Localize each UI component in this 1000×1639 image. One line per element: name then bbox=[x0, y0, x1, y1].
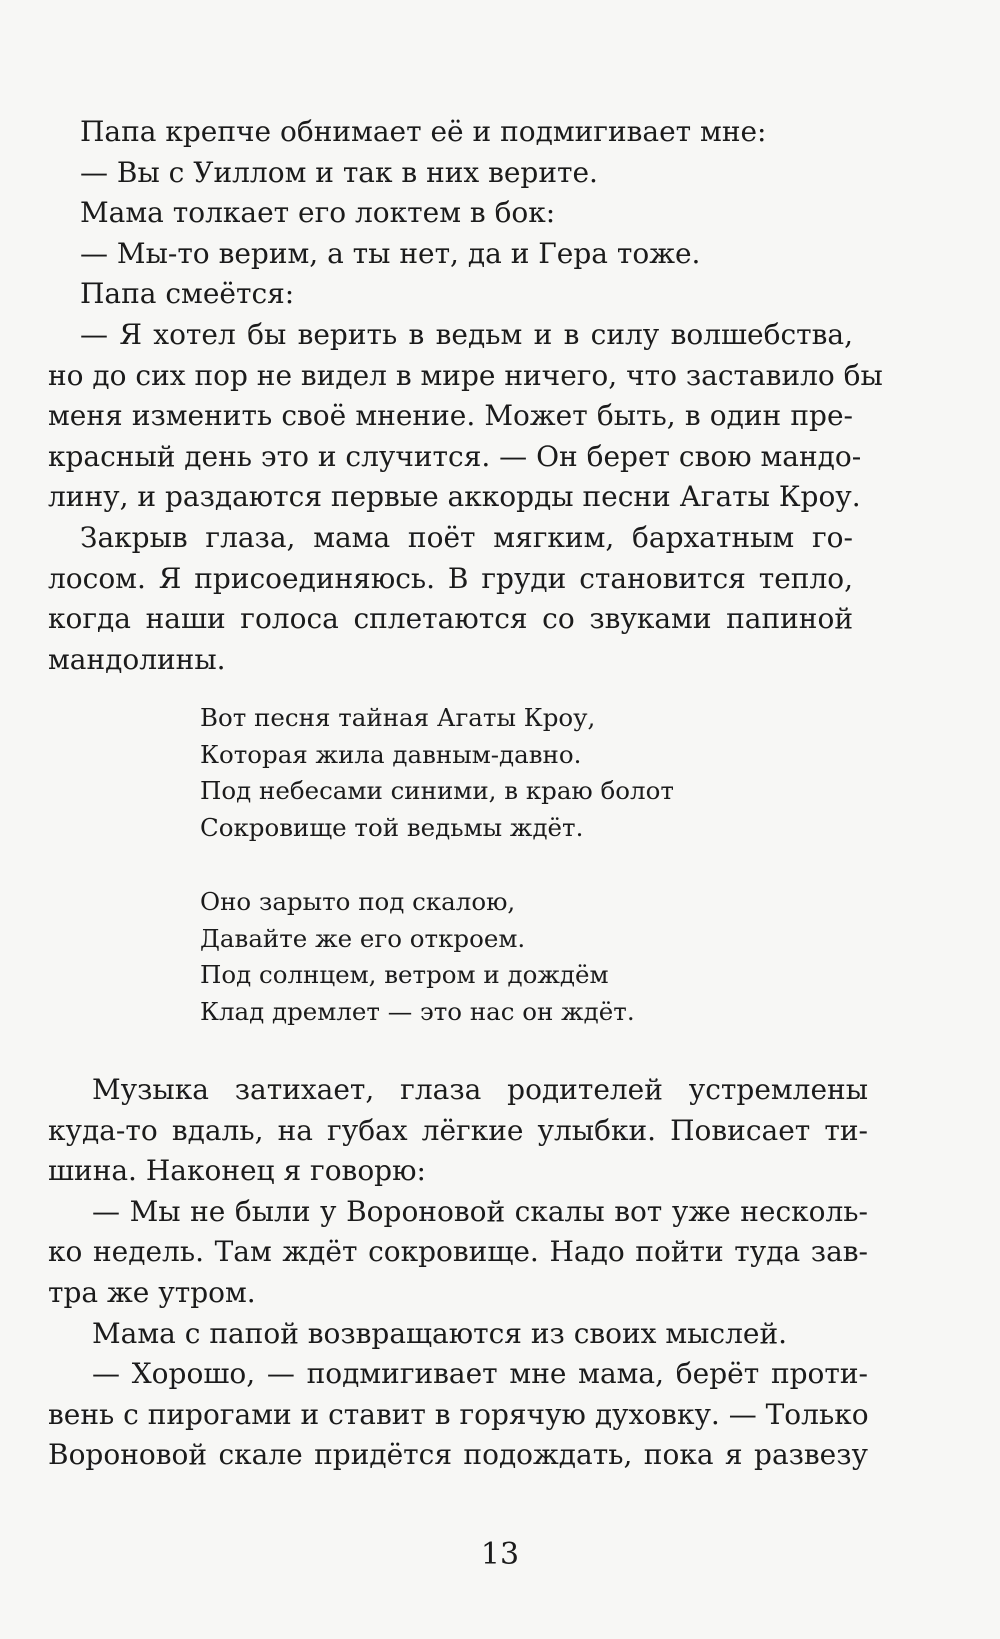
text-line: тра же утром. bbox=[48, 1275, 256, 1309]
text-line: но до сих пор не видел в мире ничего, что заставило бы bbox=[48, 358, 883, 392]
text-line: Музыка затихает, глаза родителей устремлены bbox=[92, 1073, 868, 1106]
text-line: лину, и раздаются первые аккорды песни Агаты Кроу. bbox=[48, 480, 861, 514]
text-line: — Мы не были у Вороновой скалы вот уже несколь- bbox=[92, 1194, 868, 1228]
text-line: Мама с папой возвращаются из своих мыслей. bbox=[92, 1316, 788, 1350]
poem-line: Сокровище той ведьмы ждёт. bbox=[200, 812, 584, 842]
text-line: Папа крепче обнимает её и подмигивает мне: bbox=[80, 115, 767, 148]
text-line: — Хорошо, — подмигивает мне мама, берёт проти- bbox=[92, 1357, 868, 1391]
poem-line: Которая жила давным-давно. bbox=[200, 739, 582, 769]
text-line: лосом. Я присоединяюсь. В груди становится тепло, bbox=[48, 561, 853, 595]
text-line: — Мы-то верим, а ты нет, да и Гера тоже. bbox=[80, 236, 701, 270]
poem-line: Оно зарыто под скалою, bbox=[200, 887, 516, 916]
text-line: Мама толкает его локтем в бок: bbox=[80, 196, 556, 230]
prose-block-top bbox=[48, 112, 883, 680]
poem-line: Под небесами синими, в краю болот bbox=[200, 776, 674, 805]
text-line: мандолины. bbox=[48, 642, 226, 676]
song-verse bbox=[200, 700, 720, 1030]
text-line: — Я хотел бы верить в ведьм и в силу волшебства, bbox=[80, 317, 853, 351]
page-number: 13 bbox=[480, 1537, 520, 1572]
text-line: меня изменить своё мнение. Может быть, в один пре- bbox=[48, 399, 853, 433]
prose-block-bottom bbox=[48, 1070, 868, 1476]
text-line: когда наши голоса сплетаются со звуками папиной bbox=[48, 602, 853, 636]
text-line: Вороновой скале придётся подождать, пока я развезу bbox=[48, 1438, 868, 1472]
text-line: — Вы с Уиллом и так в них верите. bbox=[80, 155, 598, 189]
text-line: Закрыв глаза, мама поёт мягким, бархатным го- bbox=[80, 520, 853, 554]
text-line: красный день это и случится. — Он берет свою мандо- bbox=[48, 439, 862, 473]
text-line: ко недель. Там ждёт сокровище. Надо пойти туда зав- bbox=[48, 1235, 868, 1269]
text-line: вень с пирогами и ставит в горячую духовку. — Только bbox=[48, 1397, 869, 1431]
poem-line: Клад дремлет — это нас он ждёт. bbox=[200, 996, 635, 1026]
text-line: куда-то вдаль, на губах лёгкие улыбки. Повисает ти- bbox=[48, 1113, 868, 1147]
text-line: Папа смеётся: bbox=[80, 277, 295, 311]
stanza-break bbox=[200, 846, 720, 884]
text-line: шина. Наконец я говорю: bbox=[48, 1154, 426, 1188]
poem-line: Под солнцем, ветром и дождём bbox=[200, 960, 609, 989]
poem-line: Давайте же его откроем. bbox=[200, 923, 526, 953]
poem-line: Вот песня тайная Агаты Кроу, bbox=[200, 703, 596, 732]
